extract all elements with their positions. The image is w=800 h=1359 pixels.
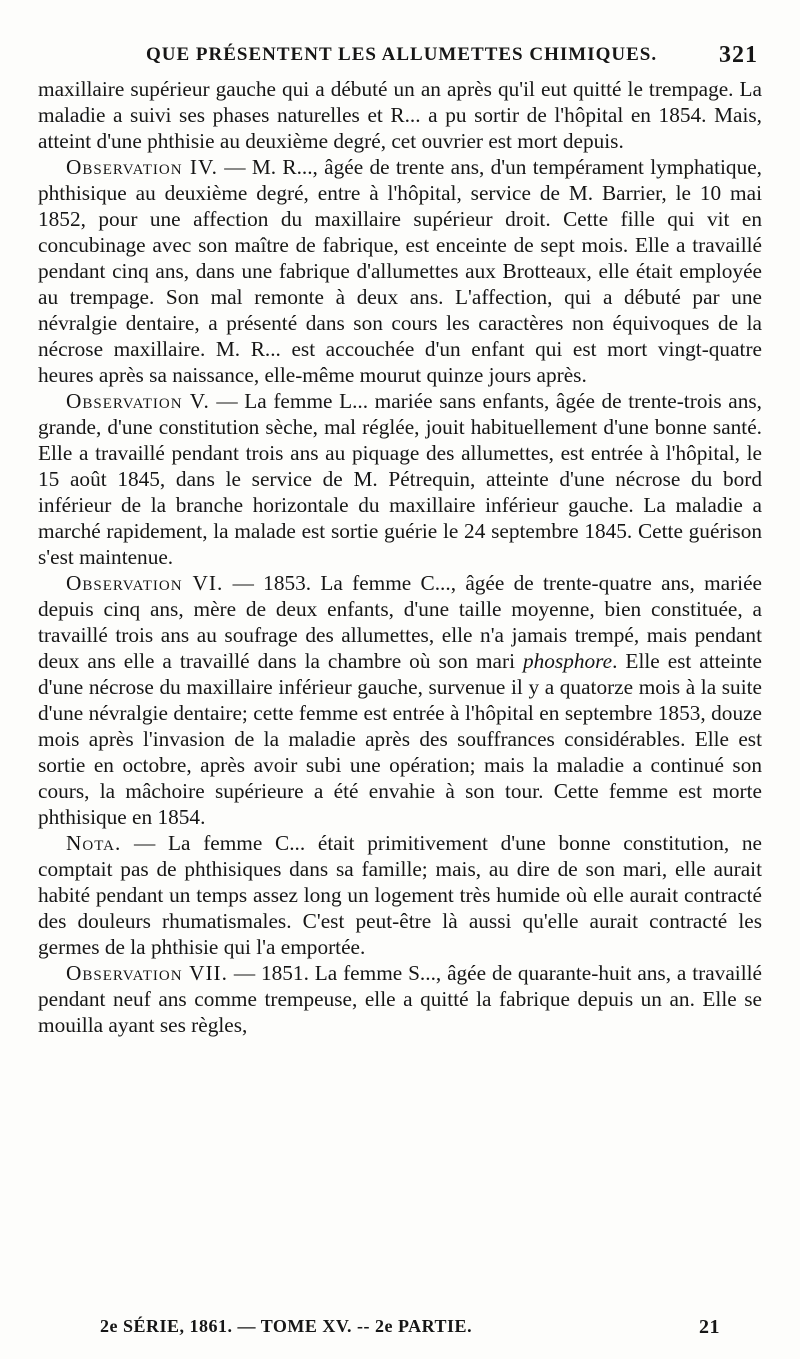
paragraph-text: — La femme C... était primitivement d'une bonne constitution, ne comptait pas de phthisiques dans sa famille; mais, au dire de son mari, elle aurait habité pendant un temps assez long un logement très humide où elle aurait contracté des douleurs rhumatismales. C'est peut-être là aussi qu'elle aurait contracté les germes de la phthisie qui l'a emportée. [38, 831, 762, 959]
paragraph-continuation [38, 76, 762, 154]
observation-label: Observation VI. [66, 571, 224, 595]
paragraph-text: — 1853. La femme C..., âgée de trente-quatre ans, mariée depuis cinq ans, mère de deux enfants, d'une taille moyenne, bien constituée, a travaillé trois ans au soufrage des allumettes, elle n'a jamais trempé, mais pendant deux ans elle a travaillé dans la chambre où son mari [38, 571, 762, 673]
paragraph-observation-7 [38, 960, 762, 1038]
running-title: QUE PRÉSENTENT LES ALLUMETTES CHIMIQUES. [146, 44, 658, 65]
paragraph-text: — M. R..., âgée de trente ans, d'un tempérament lymphatique, phthisique au deuxième degré, entre à l'hôpital, service de M. Barrier, le 10 mai 1852, pour une affection du maxillaire supérieur droit. Cette fille qui vit en concubinage avec son maître de fabrique, est enceinte de sept mois. Elle a travaillé pendant cinq ans, dans une fabrique d'allumettes aux Brotteaux, elle était employée au trempage. Son mal remonte à deux ans. L'affection, qui a débuté par une névralgie dentaire, a présenté dans son cours les caractères non équivoques de la nécrose maxillaire. M. R... est accouchée d'un enfant qui est mort vingt-quatre heures après sa naissance, elle-même mourut quinze jours après. [38, 155, 762, 387]
paragraph-text: — La femme L... mariée sans enfants, âgée de trente-trois ans, grande, d'une constitution sèche, mal réglée, jouit habituellement d'une bonne santé. Elle a travaillé pendant trois ans au piquage des allumettes, est entrée à l'hôpital, le 15 août 1845, dans le service de M. Pétrequin, atteinte d'une nécrose du bord inférieur de la branche horizontale du maxillaire inférieur gauche. La maladie a marché rapidement, la malade est sortie guérie le 24 septembre 1845. Cette guérison s'est maintenue. [38, 389, 762, 569]
paragraph-observation-5 [38, 388, 762, 570]
paragraph-text: . Elle est atteinte d'une nécrose du maxillaire inférieur gauche, survenue il y a quatorze mois à la suite d'une névralgie dentaire; cette femme est entrée à l'hôpital en septembre 1853, douze mois après l'invasion de la maladie après des souffrances considérables. Elle est sortie en octobre, après avoir subi une opération; mais la maladie a continué son cours, la mâchoire supérieure a été envahie à son tour. Cette femme est morte phthisique en 1854. [38, 649, 762, 829]
nota-label: Nota. [66, 831, 122, 855]
observation-label: Observation IV. [66, 155, 218, 179]
paragraph-text: — 1851. La femme S..., âgée de quarante-huit ans, a travaillé pendant neuf ans comme trempeuse, elle a quitté la fabrique depuis un an. Elle se mouilla ayant ses règles, [38, 961, 762, 1037]
paragraph-nota [38, 830, 762, 960]
paragraph-text: maxillaire supérieur gauche qui a débuté un an après qu'il eut quitté le trempage. La maladie a suivi ses phases naturelles et R... a pu sortir de l'hôpital en 1854. Mais, atteint d'une phthisie au deuxième degré, cet ouvrier est mort depuis. [38, 77, 762, 153]
paragraph-observation-4 [38, 154, 762, 388]
body-text [38, 76, 762, 1038]
observation-label: Observation V. [66, 389, 210, 413]
italic-word: phosphore [523, 649, 613, 673]
footer-series-line: 2e SÉRIE, 1861. — TOME XV. -- 2e PARTIE. [100, 1316, 473, 1336]
page-footer [100, 1316, 720, 1342]
running-header [146, 42, 758, 72]
paragraph-observation-6 [38, 570, 762, 830]
page-number: 321 [719, 42, 758, 68]
footer-signature-mark: 21 [699, 1316, 720, 1338]
observation-label: Observation VII. [66, 961, 228, 985]
